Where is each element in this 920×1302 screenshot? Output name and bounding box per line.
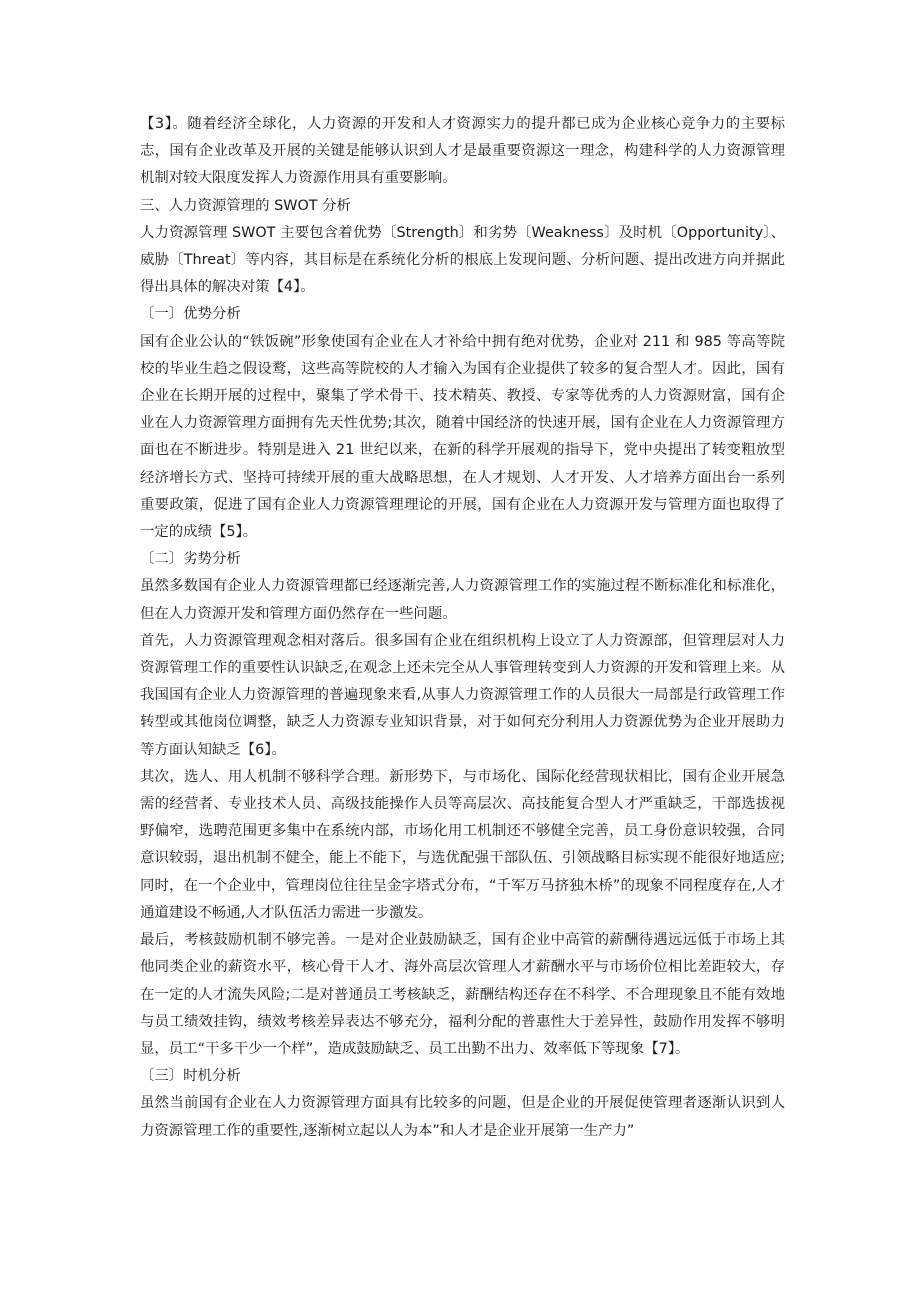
paragraph-weakness-first: 首先，人力资源管理观念相对落后。很多国有企业在组织机构上设立了人力资源部，但管理层对人力资源管理工作的重要性认识缺乏,在观念上还未完全从人事管理转变到人力资源的开发和管理上来。从我国国有企业人力资源管理的普遍现象来看,从事人力资源管理工作的人员很大一局部是行政管理工作转型或其他岗位调整，缺乏人力资源专业知识背景，对于如何充分利用人力资源优势为企业开展助力等方面认知缺乏【6】。 [140,632,785,758]
subheading-opportunities: 〔三〕时机分析 [140,1068,241,1085]
section-heading-swot: 三、人力资源管理的 SWOT 分析 [140,197,351,214]
paragraph-swot-overview: 人力资源管理 SWOT 主要包含着优势〔Strength〕和劣势〔Weakness〕及时机〔Opportunity〕、威胁〔Threat〕等内容，其目标是在系统化分析的根底上发现问题、分析问题、提出改进方向并据此得出具体的解决对策【4】。 [140,224,785,296]
paragraph-opportunities: 虽然当前国有企业在人力资源管理方面具有比较多的问题，但是企业的开展促使管理者逐渐认识到人力资源管理工作的重要性,逐渐树立起以人为本”和人才是企业开展第一生产力” [140,1095,785,1139]
paragraph-strengths: 国有企业公认的“铁饭碗”形象使国有企业在人才补给中拥有绝对优势，企业对 211 和 985 等高等院校的毕业生趋之假设鹜，这些高等院校的人才输入为国有企业提供了较多的复合型人才。因此，国有企业在长期开展的过程中，聚集了学术骨干、技术精英、教授、专家等优秀的人力资源财富，国有企业在人力资源管理方面拥有先天性优势;其次，随着中国经济的快速开展，国有企业在人力资源管理方面也在不断进步。特别是进入 21 世纪以来，在新的科学开展观的指导下，党中央提出了转变粗放型经济增长方式、坚持可持续开展的重大战略思想，在人才规划、人才开发、人才培养方面出台一系列重要政策，促进了国有企业人力资源管理理论的开展，国有企业在人力资源开发与管理方面也取得了一定的成绩【5】。 [140,333,785,541]
paragraph-intro-continued: 【3】。随着经济全球化，人力资源的开发和人才资源实力的提升都已成为企业核心竞争力的主要标志，国有企业改革及开展的关键是能够认识到人才是最重要资源这一理念，构建科学的人力资源管理机制对较大限度发挥人力资源作用具有重要影响。 [140,116,785,187]
paragraph-weaknesses-intro: 虽然多数国有企业人力资源管理都已经逐渐完善,人力资源管理工作的实施过程不断标准化和标准化，但在人力资源开发和管理方面仍然存在一些问题。 [140,578,785,622]
subheading-strengths: 〔一〕优势分析 [140,306,241,323]
paragraph-weakness-last: 最后，考核鼓励机制不够完善。一是对企业鼓励缺乏，国有企业中高管的薪酬待遇远远低于市场上其他同类企业的薪资水平，核心骨干人才、海外高层次管理人才薪酬水平与市场价位相比差距较大，存在一定的人才流失风险;二是对普通员工考核缺乏，薪酬结构还存在不科学、不合理现象且不能有效地与员工绩效挂钩，绩效考核差异表达不够充分，福利分配的普惠性大于差异性，鼓励作用发挥不够明显，员工“干多干少一个样”，造成鼓励缺乏、员工出勤不出力、效率低下等现象【7】。 [140,932,785,1057]
document-page [140,111,785,1145]
paragraph-weakness-second: 其次，选人、用人机制不够科学合理。新形势下，与市场化、国际化经营现状相比，国有企业开展急需的经营者、专业技术人员、高级技能操作人员等高层次、高技能复合型人才严重缺乏，干部选拔视野偏窄，选聘范围更多集中在系统内部，市场化用工机制还不够健全完善，员工身份意识较强，合同意识较弱，退出机制不健全，能上不能下，与选优配强干部队伍、引领战略目标实现不能很好地适应;同时，在一个企业中，管理岗位往往呈金字塔式分布，“千军万马挤独木桥”的现象不同程度存在,人才通道建设不畅通,人才队伍活力需进一步激发。 [140,768,785,921]
subheading-weaknesses: 〔二〕劣势分析 [140,551,241,568]
